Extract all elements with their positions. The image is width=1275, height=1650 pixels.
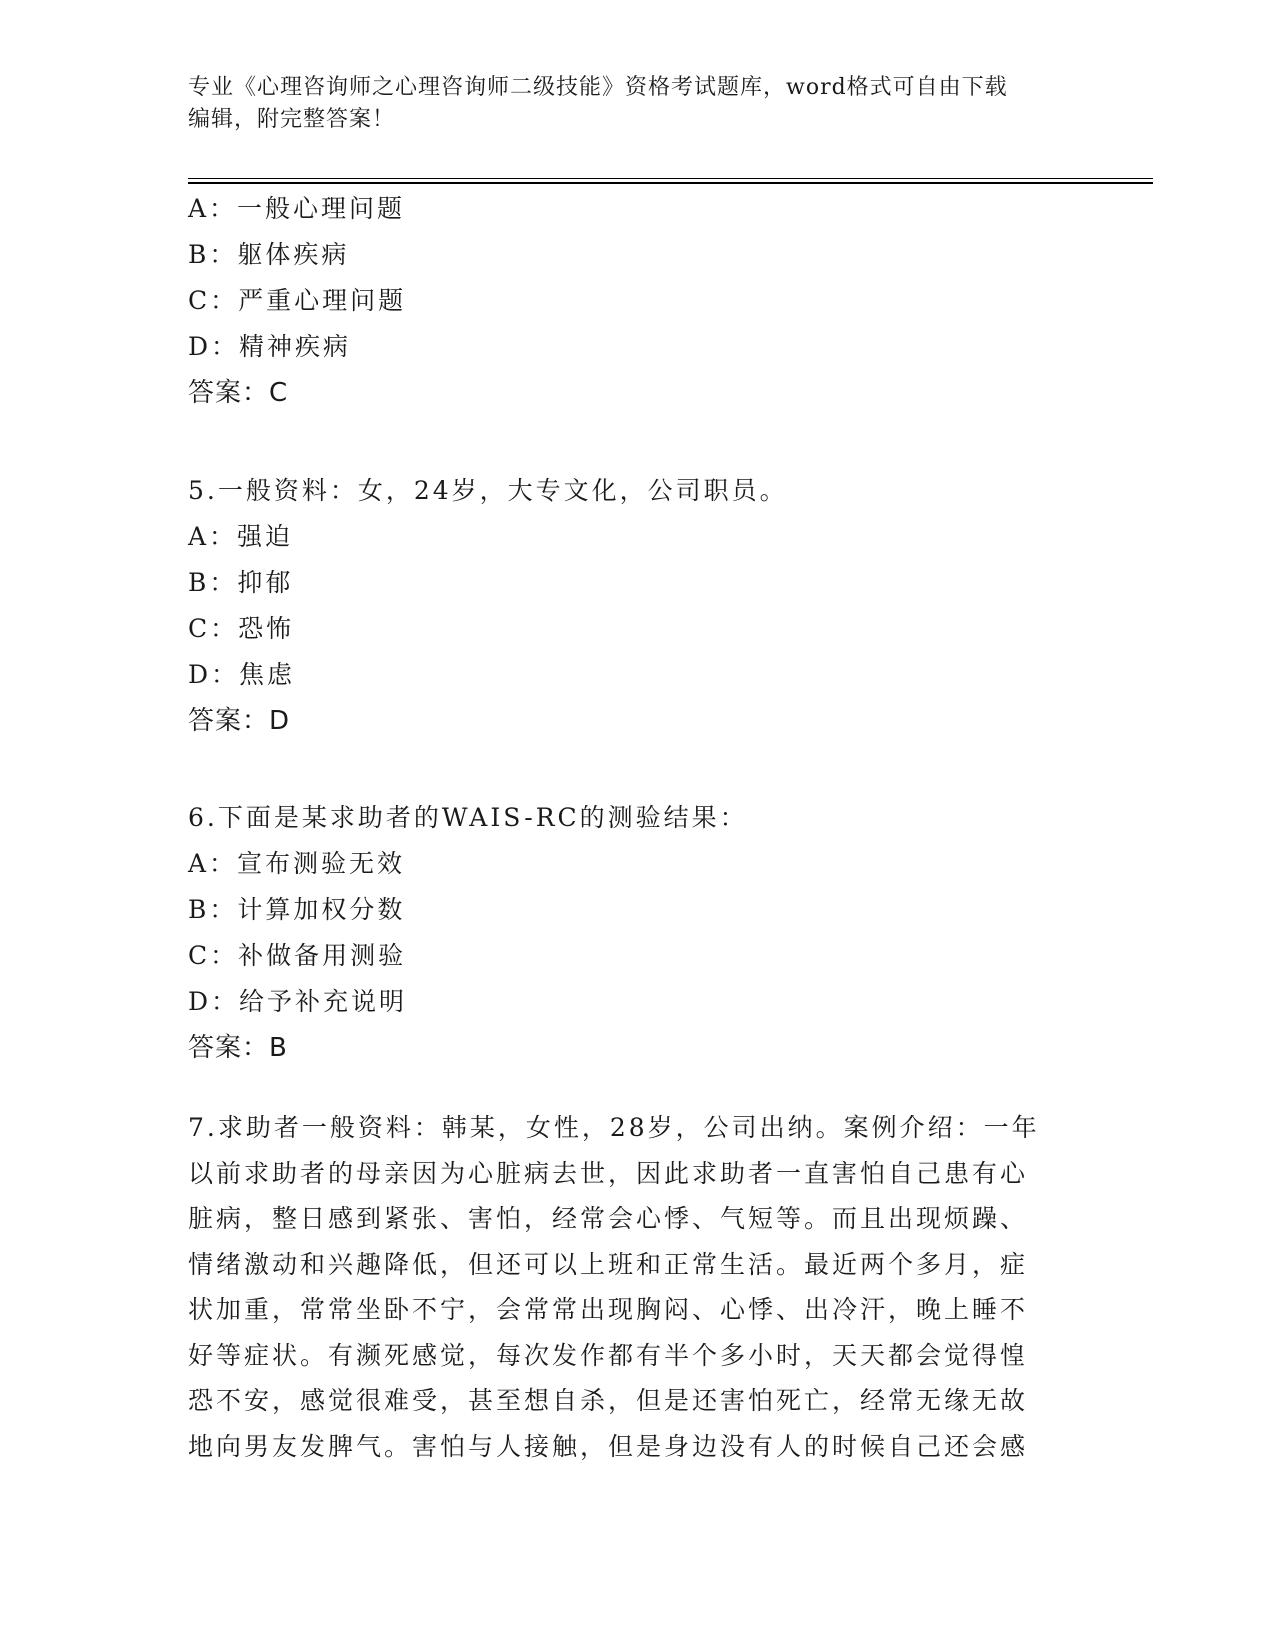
paragraph-line: 好等症状。有濒死感觉，每次发作都有半个多小时，天天都会觉得惶 [188, 1340, 1029, 1370]
option-c: C：恐怖 [188, 614, 295, 643]
header-line-2: 编辑，附完整答案！ [188, 107, 396, 132]
question-7 [188, 1105, 1068, 1469]
option-d: D：精神疾病 [188, 332, 352, 361]
question-6 [188, 795, 1068, 1071]
option-a: A：宣布测验无效 [188, 849, 406, 878]
option-b: B：抑郁 [188, 568, 294, 597]
question-4 [188, 186, 1068, 416]
paragraph-line: 7.求助者一般资料：韩某，女性，28岁，公司出纳。案例介绍：一年 [188, 1113, 1040, 1142]
option-b: B：计算加权分数 [188, 895, 406, 924]
question-5 [188, 468, 1068, 744]
paragraph-line: 情绪激动和兴趣降低，但还可以上班和正常生活。最近两个多月，症 [188, 1249, 1029, 1279]
header-rule-thin [188, 178, 1153, 179]
header-rule-thick [188, 182, 1153, 184]
option-a: A：强迫 [188, 522, 294, 551]
question-stem: 6.下面是某求助者的WAIS-RC的测验结果： [188, 803, 748, 832]
document-header [188, 72, 1068, 136]
paragraph-line: 以前求助者的母亲因为心脏病去世，因此求助者一直害怕自己患有心 [188, 1158, 1029, 1188]
answer: 答案：C [188, 378, 289, 408]
header-line-1: 专业《心理咨询师之心理咨询师二级技能》资格考试题库，word格式可自由下载 [188, 75, 1008, 100]
paragraph-line: 地向男友发脾气。害怕与人接触，但是身边没有人的时候自己还会感 [188, 1431, 1029, 1461]
option-b: B：躯体疾病 [188, 240, 350, 269]
paragraph-line: 恐不安，感觉很难受，甚至想自杀，但是还害怕死亡，经常无缘无故 [188, 1386, 1029, 1415]
option-a: A：一般心理问题 [188, 194, 406, 223]
paragraph-line: 状加重，常常坐卧不宁，会常常出现胸闷、心悸、出冷汗，晚上睡不 [188, 1295, 1029, 1324]
option-c: C：补做备用测验 [188, 941, 407, 970]
question-stem: 5.一般资料：女，24岁，大专文化，公司职员。 [188, 476, 788, 505]
answer: 答案：D [188, 706, 291, 736]
option-d: D：焦虑 [188, 660, 296, 689]
paragraph-line: 脏病，整日感到紧张、害怕，经常会心悸、气短等。而且出现烦躁、 [188, 1204, 1029, 1233]
answer: 答案：B [188, 1033, 288, 1063]
option-c: C：严重心理问题 [188, 286, 407, 315]
option-d: D：给予补充说明 [188, 987, 408, 1016]
